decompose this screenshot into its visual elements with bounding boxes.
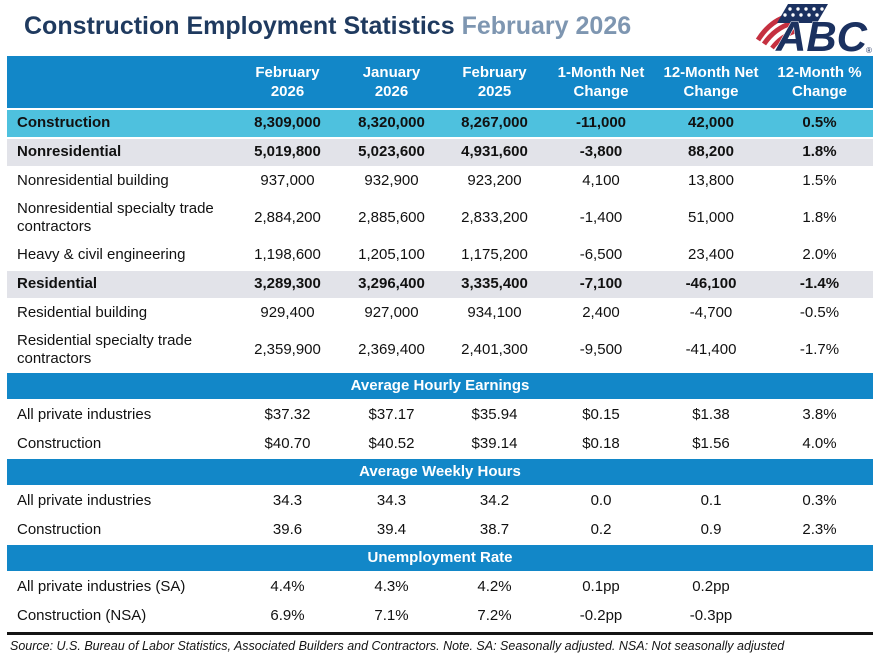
row-label: Residential specialty trade contractors <box>7 328 235 373</box>
cell-value: 0.1 <box>656 486 766 515</box>
cell-value: 1.8% <box>766 138 873 167</box>
cell-value: -6,500 <box>546 241 656 270</box>
cell-value: $39.14 <box>443 429 546 458</box>
cell-value: 38.7 <box>443 515 546 544</box>
cell-value: 1,175,200 <box>443 241 546 270</box>
table-row-ahe-construction <box>7 429 873 458</box>
cell-value: 0.1pp <box>546 572 656 601</box>
cell-value: $35.94 <box>443 400 546 429</box>
cell-value: 8,309,000 <box>235 109 340 138</box>
cell-value: -4,700 <box>656 299 766 328</box>
cell-value: $40.52 <box>340 429 443 458</box>
section-header-row-unemployment <box>7 544 873 572</box>
cell-value: 3,296,400 <box>340 270 443 299</box>
table-row-nonresidential <box>7 138 873 167</box>
cell-value: 6.9% <box>235 601 340 630</box>
page-title-period: February 2026 <box>461 12 632 40</box>
column-header: 12-Month Net Change <box>656 56 766 109</box>
cell-value: $0.15 <box>546 400 656 429</box>
column-header: 12-Month % Change <box>766 56 873 109</box>
cell-value: 4.2% <box>443 572 546 601</box>
row-label: Residential building <box>7 299 235 328</box>
table-row-residential-specialty <box>7 328 873 373</box>
cell-value: 34.3 <box>235 486 340 515</box>
table-row-ur-construction-nsa <box>7 601 873 630</box>
section-header-row-weekly-hours <box>7 458 873 486</box>
masthead <box>0 0 880 56</box>
row-label-column-header <box>7 56 235 109</box>
cell-value: 923,200 <box>443 167 546 196</box>
cell-value: 0.9 <box>656 515 766 544</box>
table-row-residential-building <box>7 299 873 328</box>
row-label: Construction (NSA) <box>7 601 235 630</box>
cell-value: 4.4% <box>235 572 340 601</box>
cell-value: 42,000 <box>656 109 766 138</box>
cell-value: 1.8% <box>766 196 873 241</box>
cell-value: 7.1% <box>340 601 443 630</box>
column-header: February 2025 <box>443 56 546 109</box>
cell-value: 39.6 <box>235 515 340 544</box>
cell-value: 932,900 <box>340 167 443 196</box>
table-row-ur-all-private-sa <box>7 572 873 601</box>
abc-flag-logo-icon <box>752 3 874 55</box>
cell-value: 1.5% <box>766 167 873 196</box>
cell-value: 2,401,300 <box>443 328 546 373</box>
footer-divider <box>7 632 873 635</box>
cell-value: -3,800 <box>546 138 656 167</box>
cell-value: 7.2% <box>443 601 546 630</box>
table-row-awh-all-private <box>7 486 873 515</box>
table-row-nonresidential-specialty <box>7 196 873 241</box>
cell-value: 0.2pp <box>656 572 766 601</box>
cell-value: 937,000 <box>235 167 340 196</box>
cell-value: -46,100 <box>656 270 766 299</box>
cell-value: 8,267,000 <box>443 109 546 138</box>
cell-value: 929,400 <box>235 299 340 328</box>
section-header-label: Average Hourly Earnings <box>7 372 873 400</box>
column-header-row <box>7 56 873 109</box>
cell-value: 934,100 <box>443 299 546 328</box>
section-header-label: Unemployment Rate <box>7 544 873 572</box>
table-row-construction-total <box>7 109 873 138</box>
cell-empty-shaded <box>766 572 873 601</box>
row-label: Nonresidential building <box>7 167 235 196</box>
cell-value: -7,100 <box>546 270 656 299</box>
cell-value: 4.3% <box>340 572 443 601</box>
cell-value: 0.2 <box>546 515 656 544</box>
row-label: Construction <box>7 515 235 544</box>
cell-value: -0.2pp <box>546 601 656 630</box>
cell-value: -1,400 <box>546 196 656 241</box>
cell-value: 4,931,600 <box>443 138 546 167</box>
cell-value: 2,359,900 <box>235 328 340 373</box>
row-label: Construction <box>7 109 235 138</box>
cell-value: 5,023,600 <box>340 138 443 167</box>
row-label: Heavy & civil engineering <box>7 241 235 270</box>
cell-value: 2.3% <box>766 515 873 544</box>
cell-value: 1,198,600 <box>235 241 340 270</box>
cell-value: -1.4% <box>766 270 873 299</box>
cell-value: 2,369,400 <box>340 328 443 373</box>
column-header: 1-Month Net Change <box>546 56 656 109</box>
cell-value: 13,800 <box>656 167 766 196</box>
row-label: All private industries (SA) <box>7 572 235 601</box>
section-header-row-hourly-earnings <box>7 372 873 400</box>
cell-value: 2,833,200 <box>443 196 546 241</box>
cell-value: 0.5% <box>766 109 873 138</box>
row-label: All private industries <box>7 486 235 515</box>
table-row-heavy-civil <box>7 241 873 270</box>
table-row-ahe-all-private <box>7 400 873 429</box>
cell-value: -0.5% <box>766 299 873 328</box>
cell-value: 2.0% <box>766 241 873 270</box>
page-title-text: Construction Employment Statistics <box>24 12 455 40</box>
row-label: Residential <box>7 270 235 299</box>
cell-value: 39.4 <box>340 515 443 544</box>
table-row-awh-construction <box>7 515 873 544</box>
section-header-label: Average Weekly Hours <box>7 458 873 486</box>
cell-value: 5,019,800 <box>235 138 340 167</box>
cell-value: $1.38 <box>656 400 766 429</box>
cell-value: $37.17 <box>340 400 443 429</box>
cell-value: 0.0 <box>546 486 656 515</box>
cell-value: 0.3% <box>766 486 873 515</box>
employment-statistics-table <box>7 56 873 631</box>
cell-value: 4,100 <box>546 167 656 196</box>
page-title <box>24 12 631 41</box>
cell-value: 34.2 <box>443 486 546 515</box>
cell-value: -1.7% <box>766 328 873 373</box>
row-label: All private industries <box>7 400 235 429</box>
cell-value: 23,400 <box>656 241 766 270</box>
registered-mark: ® <box>866 46 872 55</box>
cell-value: 34.3 <box>340 486 443 515</box>
cell-value: 2,400 <box>546 299 656 328</box>
column-header: February 2026 <box>235 56 340 109</box>
abc-logo <box>752 3 874 60</box>
cell-value: -11,000 <box>546 109 656 138</box>
cell-value: 3.8% <box>766 400 873 429</box>
cell-value: $40.70 <box>235 429 340 458</box>
cell-value: 1,205,100 <box>340 241 443 270</box>
cell-value: -9,500 <box>546 328 656 373</box>
cell-value: $37.32 <box>235 400 340 429</box>
cell-value: 927,000 <box>340 299 443 328</box>
table-row-nonresidential-building <box>7 167 873 196</box>
cell-value: 3,289,300 <box>235 270 340 299</box>
source-note: Source: U.S. Bureau of Labor Statistics, Associated Builders and Contractors. Note. SA: Seasonally adjusted. NSA: Not seasonally adjusted <box>10 639 785 653</box>
cell-value: -41,400 <box>656 328 766 373</box>
cell-value: 2,884,200 <box>235 196 340 241</box>
row-label: Nonresidential specialty trade contractors <box>7 196 235 241</box>
cell-value: 88,200 <box>656 138 766 167</box>
column-header: January 2026 <box>340 56 443 109</box>
cell-value: $1.56 <box>656 429 766 458</box>
cell-value: -0.3pp <box>656 601 766 630</box>
row-label: Construction <box>7 429 235 458</box>
abc-logo-text: ABC <box>776 13 867 55</box>
cell-value: $0.18 <box>546 429 656 458</box>
cell-value: 8,320,000 <box>340 109 443 138</box>
cell-value: 4.0% <box>766 429 873 458</box>
cell-value: 3,335,400 <box>443 270 546 299</box>
cell-value: 2,885,600 <box>340 196 443 241</box>
table-row-residential <box>7 270 873 299</box>
cell-empty-shaded <box>766 601 873 630</box>
cell-value: 51,000 <box>656 196 766 241</box>
row-label: Nonresidential <box>7 138 235 167</box>
